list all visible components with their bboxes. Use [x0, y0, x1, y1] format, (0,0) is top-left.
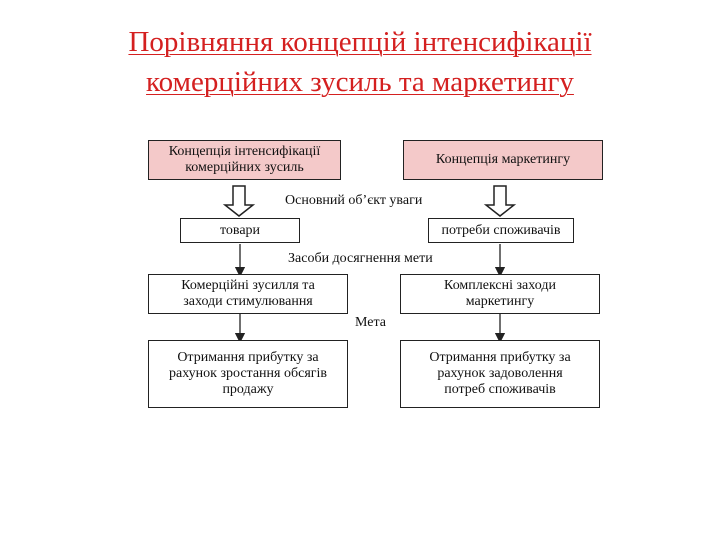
right-means-box: [400, 274, 600, 314]
right-focus-box: [428, 218, 574, 243]
right-goal-line-2: рахунок задоволення: [437, 366, 563, 381]
right-means-line-1: Комплексні заходи: [444, 278, 556, 293]
left-focus-text: товари: [219, 222, 261, 238]
goal-label: Мета: [355, 315, 386, 330]
left-means-box: [148, 274, 348, 314]
right-header-text: Концепція маркетингу: [435, 152, 571, 167]
left-goal-box: [148, 340, 348, 408]
left-means-line-1: Комерційні зусилля та: [181, 278, 315, 293]
means-label: Засоби досягнення мети: [288, 251, 433, 266]
left-focus-box: [180, 218, 300, 243]
left-block-arrow: [225, 186, 253, 216]
right-goal-line-1: Отримання прибутку за: [429, 350, 571, 365]
focus-label: Основний об’єкт уваги: [285, 193, 423, 208]
right-block-arrow: [486, 186, 514, 216]
title-line-2: комерційних зусиль та маркетингу: [146, 66, 574, 98]
right-means-line-2: маркетингу: [465, 294, 535, 309]
right-header-box: [403, 140, 603, 180]
right-goal-box: [400, 340, 600, 408]
right-goal-line-3: потреб споживачів: [444, 382, 556, 397]
left-header-line-1: Концепція інтенсифікації: [168, 144, 321, 159]
left-header-line-2: комерційних зусиль: [185, 160, 304, 175]
left-goal-line-3: продажу: [222, 382, 274, 397]
title-line-1: Порівняння концепцій інтенсифікації: [128, 26, 592, 58]
left-goal-line-2: рахунок зростання обсягів: [168, 366, 327, 381]
left-goal-line-1: Отримання прибутку за: [177, 350, 319, 365]
left-header-box: [148, 140, 341, 180]
left-means-line-2: заходи стимулювання: [183, 294, 313, 309]
right-focus-text: потреби споживачів: [441, 222, 561, 238]
